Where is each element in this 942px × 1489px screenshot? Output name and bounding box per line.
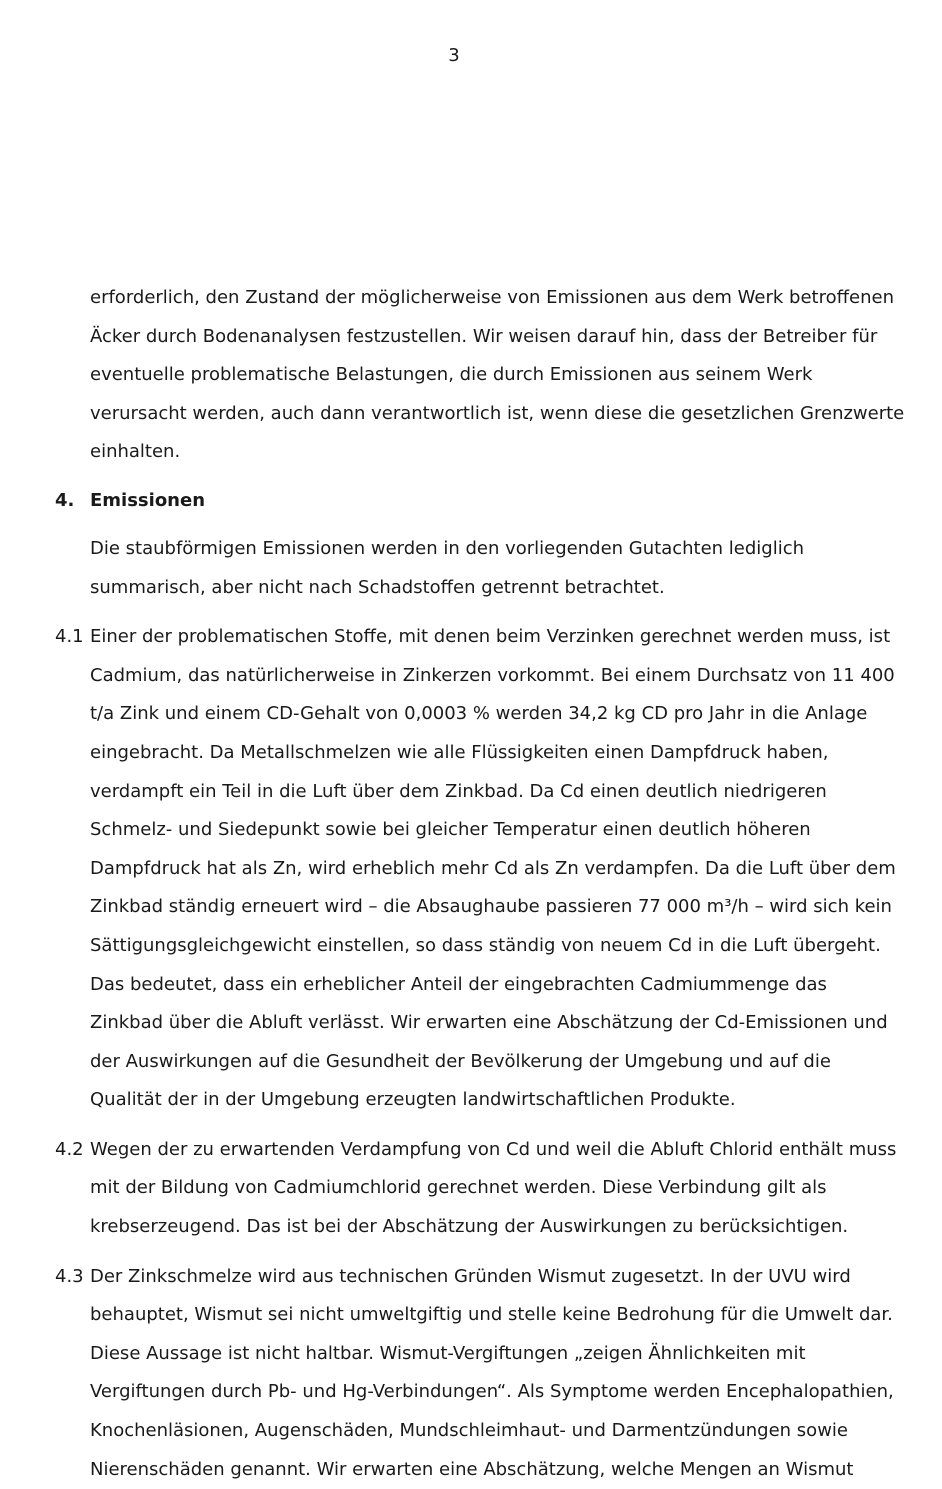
section-heading: [55, 484, 905, 518]
intro-paragraph: erforderlich, den Zustand der möglicherweise von Emissionen aus dem Werk betroffenen Äcker durch Bodenanalysen festzustellen. Wir weisen darauf hin, dass der Betreiber für eventuelle problematische Belastungen, die durch Emissionen aus seinem Werk verursacht werden, auch dann verantwortlich ist, wenn diese die gesetzlichen Grenzwerte einhalten.: [90, 287, 905, 463]
section-number: 4.: [55, 489, 75, 511]
section-intro-paragraph: Die staubförmigen Emissionen werden in den vorliegenden Gutachten lediglich summarisch, aber nicht nach Schadstoffen getrennt betrachtet.: [90, 537, 805, 598]
item-number: 4.2: [55, 1138, 84, 1160]
list-item-4-2: [55, 1131, 905, 1247]
page-content: [55, 279, 905, 1489]
section-title: Emissionen: [90, 489, 206, 511]
item-text: Der Zinkschmelze wird aus technischen Gründen Wismut zugesetzt. In der UVU wird behauptet, Wismut sei nicht umweltgiftig und stelle keine Bedrohung für die Umwelt dar. Diese Aussage ist nicht haltbar. Wismut-Vergiftungen „zeigen Ähnlichkeiten mit Vergiftungen durch Pb- und Hg-Verbindungen“. Als Symptome werden Encephalopathien, Knochenläsionen, Augenschäden, Mundschleimhaut- und Darmentzündungen sowie Nierenschäden genannt. Wir erwarten eine Abschätzung, welche Mengen an Wismut: [90, 1265, 894, 1480]
list-item-4-3: [55, 1258, 905, 1489]
item-number: 4.3: [55, 1265, 84, 1287]
page-number: 3: [448, 45, 460, 66]
list-item-4-1: [55, 618, 905, 1120]
item-text: Einer der problematischen Stoffe, mit denen beim Verzinken gerechnet werden muss, ist Cadmium, das natürlicherweise in Zinkerzen vorkommt. Bei einem Durchsatz von 11 400 t/a Zink und einem CD-Gehalt von 0,0003 % werden 34,2 kg CD pro Jahr in die Anlage eingebracht. Da Metallschmelzen wie alle Flüssigkeiten einen Dampfdruck haben, verdampft ein Teil in die Luft über dem Zinkbad. Da Cd einen deutlich niedrigeren Schmelz- und Siedepunkt sowie bei gleicher Temperatur einen deutlich höheren Dampfdruck hat als Zn, wird erheblich mehr Cd als Zn verdampfen. Da die Luft über dem Zinkbad ständig erneuert wird – die Absaughaube passieren 77 000 m³/h – wird sich kein Sättigungsgleichgewicht einstellen, so dass ständig von neuem Cd in die Luft übergeht. Das bedeutet, dass ein erheblicher Anteil der eingebrachten Cadmiummenge das Zinkbad über die Abluft verlässt. Wir erwarten eine Abschätzung der Cd-Emissionen und der Auswirkungen auf die Gesundheit der Bevölkerung der Umgebung und auf die Qualität der in der Umgebung erzeugten landwirtschaftlichen Produkte.: [90, 626, 896, 1111]
item-number: 4.1: [55, 626, 84, 648]
item-text: Wegen der zu erwartenden Verdampfung von Cd und weil die Abluft Chlorid enthält muss mit der Bildung von Cadmiumchlorid gerechnet werden. Diese Verbindung gilt als krebserzeugend. Das ist bei der Abschätzung der Auswirkungen zu berücksichtigen.: [90, 1138, 897, 1238]
